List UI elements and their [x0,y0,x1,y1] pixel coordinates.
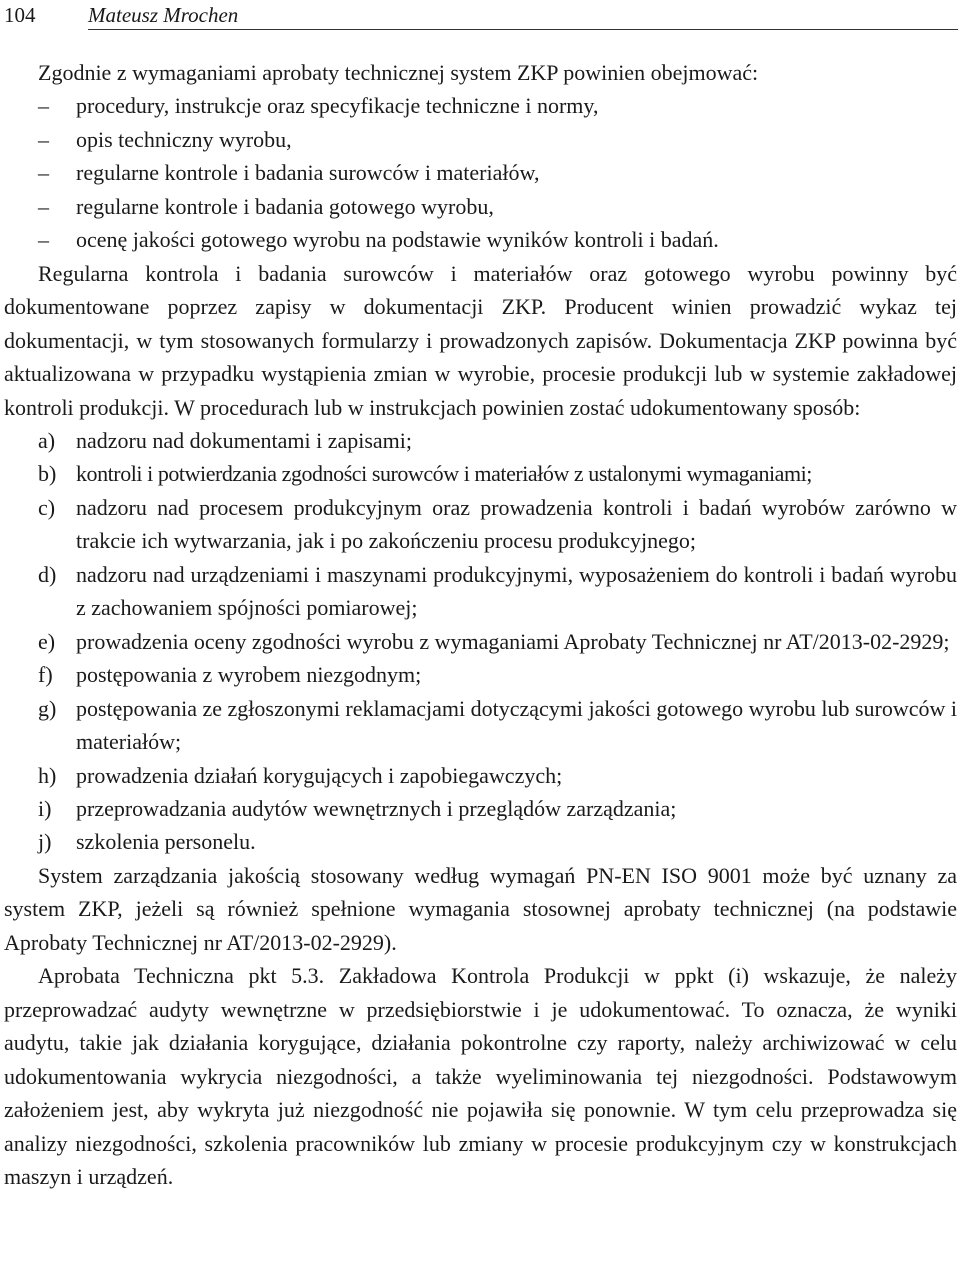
list-item-text: prowadzenia oceny zgodności wyrobu z wymaganiami Aprobaty Technicznej nr AT/2013-02-2929; [76,628,950,654]
running-header [0,0,960,30]
lettered-list-item [4,825,957,858]
lettered-list-item [4,424,957,457]
dash-list-item-text: ocenę jakości gotowego wyrobu na podstawie wyników kontroli i badań. [76,227,719,253]
page-number: 104 [4,3,36,27]
list-item-text: prowadzenia działań korygujących i zapobiegawczych; [76,762,563,788]
dash-list-item-text: regularne kontrole i badania surowców i materiałów, [76,160,540,186]
list-item-text: kontroli i potwierdzania zgodności surowców i materiałów z ustalonymi wymaganiami; [76,461,812,487]
list-marker: i) [38,795,52,821]
list-marker: f) [38,662,53,688]
dash-list-item [4,123,957,156]
dash-list [4,89,957,256]
list-item-text: szkolenia personelu. [76,829,256,855]
page-body [4,56,957,1193]
list-item-text: nadzoru nad urządzeniami i maszynami produkcyjnymi, wyposażeniem do kontroli i badań wyrobu z zachowaniem spójności pomiarowej; [76,561,957,621]
list-marker: b) [38,461,57,487]
dash-marker: – [38,93,49,119]
dash-marker: – [38,193,49,219]
lettered-list-item [4,491,957,558]
dash-list-item [4,156,957,189]
lettered-list-item [4,759,957,792]
running-author: Mateusz Mrochen [88,3,239,27]
lettered-list-item [4,792,957,825]
dash-list-item [4,190,957,223]
list-marker: j) [38,829,52,855]
list-marker: d) [38,561,57,587]
list-item-text: nadzoru nad dokumentami i zapisami; [76,427,413,453]
lettered-list-item [4,558,957,625]
dash-marker: – [38,126,49,152]
list-item-text: postępowania ze zgłoszonymi reklamacjami dotyczącymi jakości gotowego wyrobu lub surowców i materiałów; [76,695,957,755]
lettered-list-item [4,658,957,691]
header-rule [88,29,958,30]
dash-list-item [4,89,957,122]
dash-list-item-text: procedury, instrukcje oraz specyfikacje techniczne i normy, [76,93,599,119]
lettered-list-item [4,457,957,490]
dash-list-item-text: opis techniczny wyrobu, [76,126,292,152]
intro-sentence: Zgodnie z wymaganiami aprobaty technicznej system ZKP powinien obejmować: [38,60,759,85]
dash-list-item-text: regularne kontrole i badania gotowego wyrobu, [76,193,494,219]
list-item-text: nadzoru nad procesem produkcyjnym oraz prowadzenia kontroli i badań wyrobów zarówno w trakcie ich wytwarzania, jak i po zakończeniu procesu produkcyjnego; [76,494,957,554]
list-marker: a) [38,427,56,453]
list-marker: c) [38,494,56,520]
dash-list-item [4,223,957,256]
paragraph-zkp-documentation: Regularna kontrola i badania surowców i materiałów oraz gotowego wyrobu powinny być dokumentowane poprzez zapisy w dokumentacji ZKP. Producent winien prowadzić wykaz tej dokumentacji, w tym stosowanych formularzy i prowadzonych zapisów. Dokumentacja ZKP powinna być aktualizowana w przypadku wystąpienia zmian w wyrobie, procesie produkcji lub w systemie zakładowej kontroli produkcji. W procedurach lub w instrukcjach powinien zostać udokumentowany sposób: [4,260,957,420]
dash-marker: – [38,227,49,253]
list-marker: h) [38,762,57,788]
list-marker: e) [38,628,56,654]
lettered-list-item [4,692,957,759]
dash-marker: – [38,160,49,186]
lettered-list-item [4,625,957,658]
lettered-list [4,424,957,859]
paragraph-iso-9001: System zarządzania jakością stosowany według wymagań PN-EN ISO 9001 może być uznany za system ZKP, jeżeli są również spełnione wymagania stosownej aprobaty technicznej (na podstawie Aprobaty Technicznej nr AT/2013-02-2929). [4,862,957,955]
list-item-text: postępowania z wyrobem niezgodnym; [76,662,422,688]
list-item-text: przeprowadzania audytów wewnętrznych i przeglądów zarządzania; [76,795,677,821]
list-marker: g) [38,695,57,721]
paragraph-internal-audits: Aprobata Techniczna pkt 5.3. Zakładowa Kontrola Produkcji w ppkt (i) wskazuje, że należy przeprowadzać audyty wewnętrzne w przedsiębiorstwie i je udokumentować. To oznacza, że wyniki audytu, takie jak działania korygujące, działania pokontrolne czy raporty, należy archiwizować w celu udokumentowania wykrycia niezgodności, a także wyeliminowania tej niezgodności. Podstawowym założeniem jest, aby wykryta już niezgodność nie pojawiła się ponownie. W tym celu przeprowadza się analizy niezgodności, szkolenia pracowników lub zmiany w procesie produkcyjnym czy w konstrukcjach maszyn i urządzeń. [4,963,957,1189]
